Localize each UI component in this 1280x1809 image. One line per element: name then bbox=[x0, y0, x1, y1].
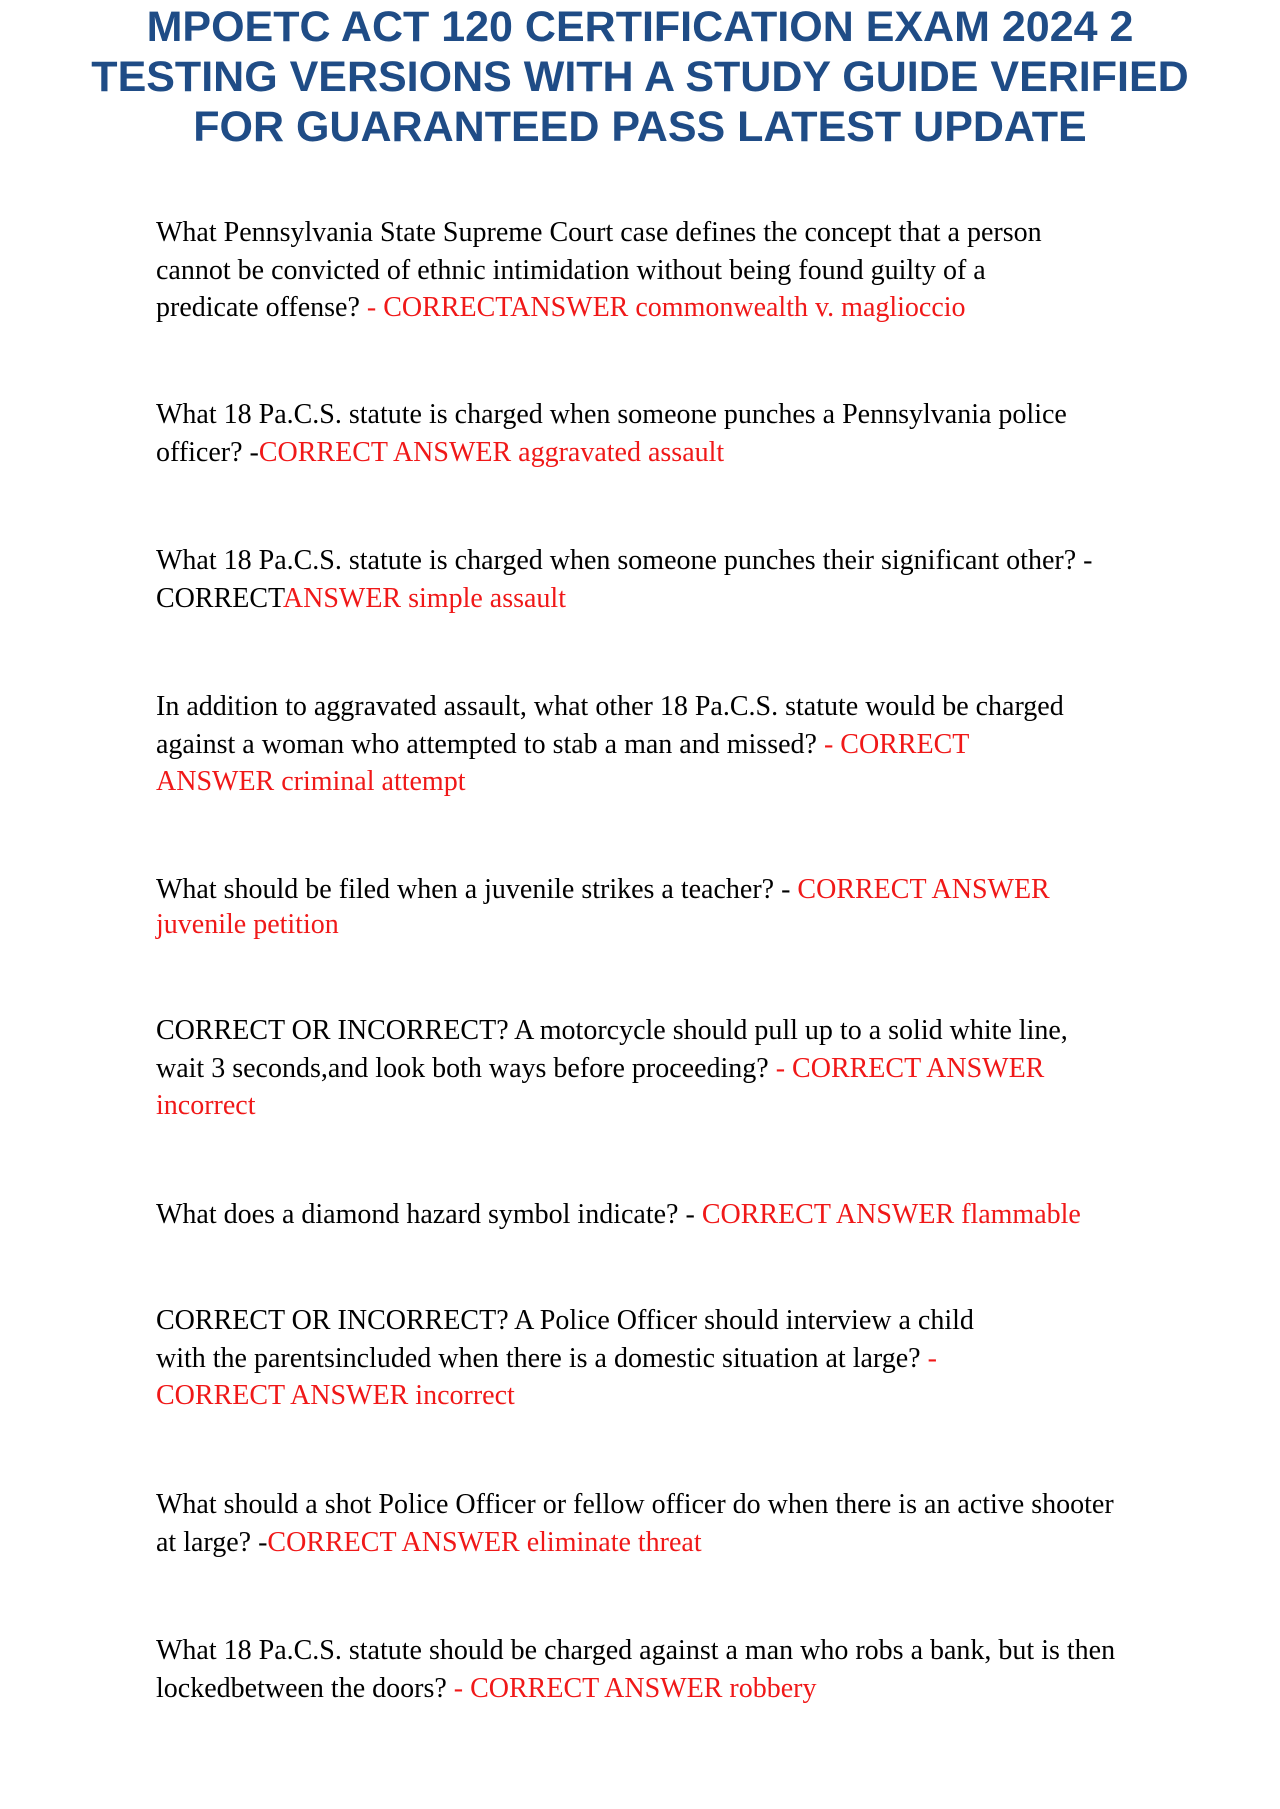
question-text: CORRECT OR INCORRECT? A Police Officer should interview a child bbox=[156, 1305, 974, 1336]
correct-answer: - CORRECTANSWER commonwealth v. maglioccio bbox=[366, 292, 966, 323]
correct-answer: CORRECT ANSWER eliminate threat bbox=[267, 1526, 702, 1558]
qa-item-4 bbox=[156, 688, 1216, 801]
question-text: against a woman who attempted to stab a man and missed? bbox=[156, 728, 824, 760]
correct-answer: - CORRECT ANSWER robbery bbox=[453, 1672, 817, 1704]
correct-answer: CORRECT ANSWER flammable bbox=[701, 1199, 1081, 1230]
correct-answer: - CORRECT ANSWER bbox=[775, 1052, 1045, 1084]
question-text: CORRECT bbox=[156, 582, 283, 614]
correct-answer: CORRECT ANSWER aggravated assault bbox=[258, 436, 725, 468]
correct-answer: CORRECT ANSWER bbox=[797, 874, 1050, 905]
question-text: What 18 Pa.C.S. statute is charged when someone punches a Pennsylvania police bbox=[156, 399, 1067, 430]
qa-item-8 bbox=[156, 1302, 1216, 1415]
question-text: with the parentsincluded when there is a domestic situation at large? bbox=[156, 1342, 928, 1374]
qa-item-1 bbox=[156, 214, 1216, 327]
question-text: wait 3 seconds,and look both ways before proceeding? bbox=[156, 1052, 776, 1084]
correct-answer: ANSWER simple assault bbox=[282, 582, 566, 614]
qa-item-9 bbox=[156, 1486, 1216, 1561]
question-text: cannot be convicted of ethnic intimidation without being found guilty of a bbox=[156, 254, 986, 286]
question-text: predicate offense? bbox=[156, 292, 367, 323]
correct-answer: ANSWER criminal attempt bbox=[156, 766, 466, 797]
question-text: What does a diamond hazard symbol indicate? - bbox=[156, 1199, 702, 1230]
question-text: CORRECT OR INCORRECT? A motorcycle should pull up to a solid white line, bbox=[156, 1015, 1068, 1046]
question-text: officer? - bbox=[156, 436, 259, 468]
title-line-3: FOR GUARANTEED PASS LATEST UPDATE bbox=[193, 103, 1087, 151]
correct-answer: - CORRECT bbox=[823, 728, 970, 760]
correct-answer: - bbox=[927, 1342, 937, 1374]
correct-answer: incorrect bbox=[156, 1090, 256, 1121]
qa-item-6 bbox=[156, 1012, 1216, 1125]
qa-item-3 bbox=[156, 542, 1216, 617]
question-text: What 18 Pa.C.S. statute is charged when someone punches their significant other? - bbox=[156, 545, 1093, 576]
correct-answer: juvenile petition bbox=[156, 909, 339, 940]
question-text: In addition to aggravated assault, what other 18 Pa.C.S. statute would be charged bbox=[156, 691, 1064, 722]
qa-item-7 bbox=[156, 1196, 1216, 1234]
correct-answer: CORRECT ANSWER incorrect bbox=[156, 1380, 515, 1411]
qa-item-2 bbox=[156, 396, 1216, 471]
qa-item-10 bbox=[156, 1632, 1216, 1707]
question-text: What Pennsylvania State Supreme Court case defines the concept that a person bbox=[156, 217, 1042, 248]
question-text: at large? - bbox=[156, 1526, 268, 1558]
document-title bbox=[40, 2, 1240, 152]
title-line-1: MPOETC ACT 120 CERTIFICATION EXAM 2024 2 bbox=[146, 3, 1134, 51]
title-line-2: TESTING VERSIONS WITH A STUDY GUIDE VERIFIED bbox=[91, 53, 1189, 101]
question-text: lockedbetween the doors? bbox=[156, 1672, 454, 1704]
question-text: What should a shot Police Officer or fellow officer do when there is an active shooter bbox=[156, 1489, 1114, 1520]
qa-item-5 bbox=[156, 872, 1216, 942]
question-text: What 18 Pa.C.S. statute should be charged against a man who robs a bank, but is then bbox=[156, 1635, 1116, 1666]
question-text: What should be filed when a juvenile strikes a teacher? - bbox=[156, 874, 798, 905]
